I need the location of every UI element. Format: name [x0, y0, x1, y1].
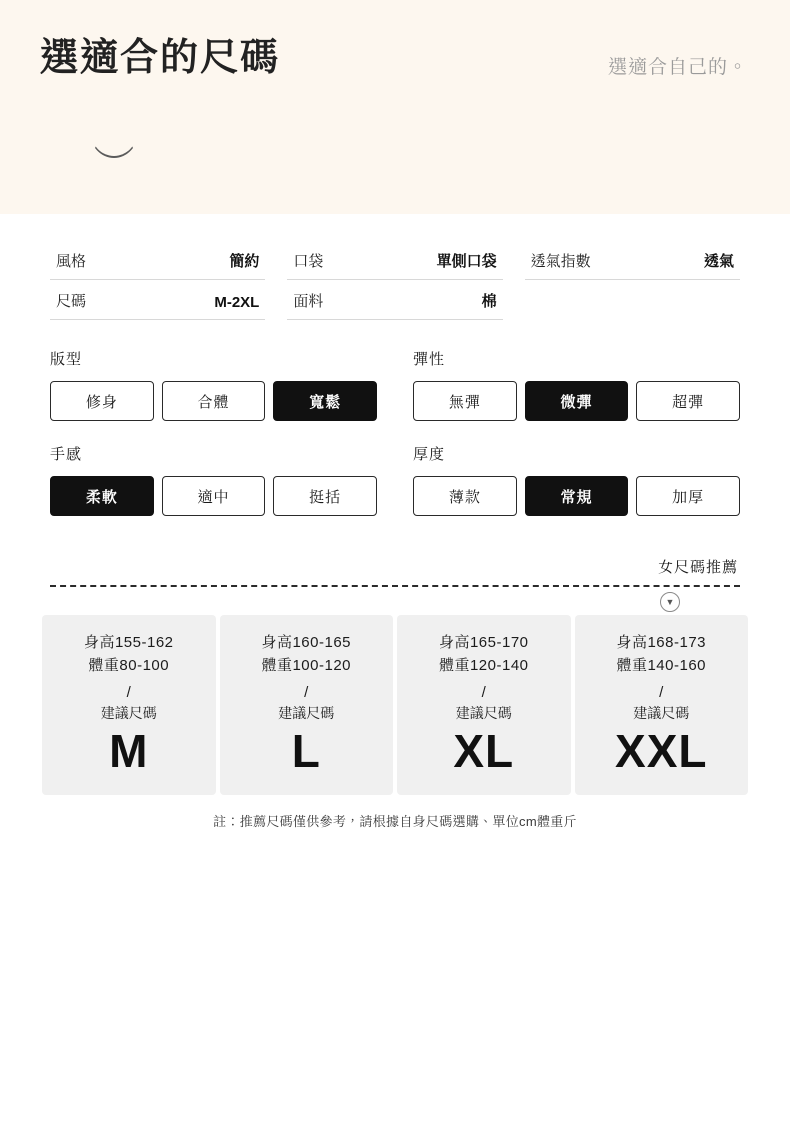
- card-divider: /: [481, 683, 486, 701]
- page-header: [0, 0, 790, 214]
- spec-value: 單側口袋: [436, 253, 497, 270]
- option-group-label: 手感: [50, 446, 83, 463]
- option-group-handfeel: [50, 443, 377, 516]
- dashed-divider: [50, 585, 740, 587]
- spec-item-fabric: [287, 280, 502, 320]
- option-chip-crisp[interactable]: 挺括: [273, 476, 377, 516]
- card-divider: /: [126, 683, 131, 701]
- card-caption: 建議尺碼: [100, 704, 157, 721]
- smile-curve-icon: [90, 132, 138, 158]
- option-group-label: 彈性: [413, 351, 446, 368]
- size-recommendation-header: [0, 538, 790, 607]
- page-title: 選適合的尺碼: [40, 37, 281, 79]
- card-caption: 建議尺碼: [633, 704, 690, 721]
- option-chip-list: [413, 476, 740, 516]
- spec-key: 面料: [293, 293, 324, 310]
- spec-item-breathability: [525, 240, 740, 280]
- spec-item-style: [50, 240, 265, 280]
- option-chip-list: [50, 476, 377, 516]
- card-weight: 體重80-100: [88, 657, 170, 675]
- page-subtitle: 選適合自己的。: [607, 57, 748, 78]
- spec-value: 簡約: [229, 253, 260, 270]
- option-chip-loose[interactable]: 寬鬆: [273, 381, 377, 421]
- option-group-thickness: [413, 443, 740, 516]
- card-weight: 體重140-160: [616, 657, 707, 675]
- spec-table: [0, 214, 790, 320]
- option-chip-no-stretch[interactable]: 無彈: [413, 381, 517, 421]
- spec-key: 風格: [56, 253, 87, 270]
- spec-key: 尺碼: [56, 293, 87, 310]
- card-divider: /: [659, 683, 664, 701]
- option-groups: [0, 320, 790, 516]
- size-note: 註：推薦尺碼僅供參考，請根據自身尺碼選購、單位cm體重斤: [213, 814, 577, 830]
- option-group-label: 版型: [50, 351, 83, 368]
- card-height: 身高160-165: [261, 634, 352, 651]
- option-chip-slim[interactable]: 修身: [50, 381, 154, 421]
- option-chip-list: [413, 381, 740, 421]
- chevron-down-icon[interactable]: ▼: [660, 592, 680, 612]
- spec-row: [50, 240, 740, 280]
- option-row-fit-elasticity: [50, 348, 740, 421]
- spec-value: M-2XL: [214, 294, 260, 311]
- card-weight: 體重120-140: [438, 657, 529, 675]
- card-size: M: [109, 724, 149, 777]
- option-group-fit: [50, 348, 377, 421]
- card-size: L: [291, 724, 321, 777]
- option-chip-soft[interactable]: 柔軟: [50, 476, 154, 516]
- option-chip-standard[interactable]: 常規: [525, 476, 629, 516]
- spec-key: 口袋: [293, 253, 324, 270]
- option-chip-list: [50, 381, 377, 421]
- size-card-xl[interactable]: [397, 615, 571, 795]
- option-group-label: 厚度: [413, 446, 446, 463]
- card-height: 身高168-173: [616, 634, 707, 651]
- card-caption: 建議尺碼: [278, 704, 335, 721]
- option-chip-thin[interactable]: 薄款: [413, 476, 517, 516]
- option-chip-high-stretch[interactable]: 超彈: [636, 381, 740, 421]
- option-group-elasticity: [413, 348, 740, 421]
- card-height: 身高155-162: [83, 634, 174, 651]
- spec-row: [50, 280, 740, 320]
- spec-item-pocket: [287, 240, 502, 280]
- card-size: XL: [453, 724, 515, 777]
- size-card-list: [0, 587, 790, 795]
- size-recommendation-title: 女尺碼推薦: [657, 559, 738, 576]
- size-card-m[interactable]: [42, 615, 216, 795]
- size-card-l[interactable]: [220, 615, 394, 795]
- spec-item-empty: [525, 280, 740, 320]
- option-row-handfeel-thickness: [50, 443, 740, 516]
- option-chip-thick[interactable]: 加厚: [636, 476, 740, 516]
- spec-value: 棉: [481, 293, 497, 310]
- size-card-xxl[interactable]: [575, 615, 749, 795]
- card-height: 身高165-170: [438, 634, 529, 651]
- card-weight: 體重100-120: [261, 657, 352, 675]
- card-divider: /: [304, 683, 309, 701]
- spec-key: 透氣指數: [530, 253, 591, 270]
- spec-item-size: [50, 280, 265, 320]
- option-chip-medium[interactable]: 適中: [162, 476, 266, 516]
- option-chip-regular-fit[interactable]: 合體: [162, 381, 266, 421]
- card-caption: 建議尺碼: [455, 704, 512, 721]
- option-chip-slight-stretch[interactable]: 微彈: [525, 381, 629, 421]
- card-size: XXL: [615, 724, 708, 777]
- spec-value: 透氣: [703, 253, 734, 270]
